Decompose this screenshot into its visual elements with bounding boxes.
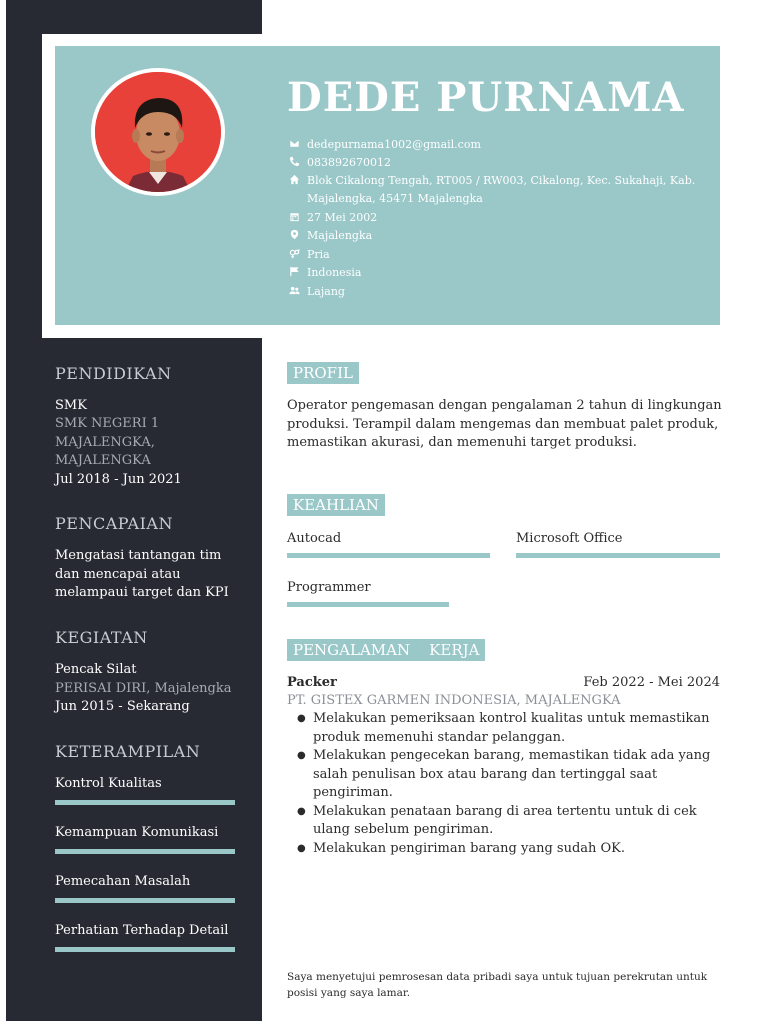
users-icon [286, 283, 302, 297]
contact-marital-status [286, 283, 717, 301]
education-period: Jul 2018 - Jun 2021 [55, 472, 182, 487]
contact-nationality [286, 264, 717, 282]
skill-bar [55, 849, 235, 854]
profile-text: Operator pengemasan dengan pengalaman 2 tahun di lingkungan produksi. Terampil dalam mengemas dan membuat palet produk, memastikan akurasi, dan memenuhi target produksi. [287, 398, 722, 450]
skill-bar [55, 800, 235, 805]
expertise-bar [287, 602, 449, 607]
email-text: dedepurnama1002@gmail.com [307, 138, 481, 151]
contact-phone [286, 154, 717, 172]
address-text: Blok Cikalong Tengah, RT005 / RW003, Cikalong, Kec. Sukahaji, Kab. Majalengka, 45471 Majalengka [307, 174, 696, 205]
job-task-item: ● Melakukan pemeriksaan kontrol kualitas untuk memastikan produk memenuhi standar pelanggan. [297, 710, 727, 747]
skill-bar [55, 898, 235, 903]
profile-photo-image [95, 72, 221, 192]
home-icon [286, 172, 302, 186]
job-company: PT. GISTEX GARMEN INDONESIA, MAJALENGKA [287, 693, 621, 708]
marital-status-text: Lajang [307, 285, 345, 298]
job-task-item: ● Melakukan pengecekan barang, memastikan tidak ada yang salah penulisan box atau barang dan tertinggal saat pengiriman. [297, 747, 727, 803]
skills-heading: KETERAMPILAN [55, 742, 201, 761]
profile-photo [91, 68, 225, 196]
phone-text: 083892670012 [307, 156, 391, 169]
activity-period: Jun 2015 - Sekarang [55, 699, 190, 714]
job-task-list [297, 710, 727, 858]
birthdate-text: 27 Mei 2002 [307, 211, 378, 224]
phone-icon [286, 154, 302, 168]
expertise-bar [287, 553, 490, 558]
contact-birthdate [286, 209, 717, 227]
location-pin-icon [286, 227, 302, 241]
skill-item: Kontrol Kualitas [55, 776, 162, 791]
activity-organization: PERISAI DIRI, Majalengka [55, 681, 232, 696]
expertise-heading: KEAHLIAN [287, 494, 385, 516]
skill-item: Kemampuan Komunikasi [55, 825, 219, 840]
job-task-item: ● Melakukan penataan barang di area tertentu untuk di cek ulang sebelum pengiriman. [297, 803, 727, 840]
envelope-icon [286, 136, 302, 150]
education-heading: PENDIDIKAN [55, 364, 172, 383]
expertise-item: Autocad [287, 531, 342, 546]
job-title: Packer [287, 675, 337, 690]
activity-name: Pencak Silat [55, 662, 137, 677]
profile-heading: PROFIL [287, 362, 359, 384]
achievements-text: Mengatasi tantangan tim dan mencapai atau melampaui target dan KPI [55, 548, 229, 600]
contact-gender [286, 246, 717, 264]
skill-item: Perhatian Terhadap Detail [55, 923, 229, 938]
calendar-icon [286, 209, 302, 223]
activities-heading: KEGIATAN [55, 628, 148, 647]
candidate-name: DEDE PURNAMA [287, 74, 685, 121]
education-school: SMK NEGERI 1 MAJALENGKA, MAJALENGKA [55, 416, 160, 468]
experience-heading: PENGALAMAN KERJA [287, 639, 485, 661]
gender-icon [286, 246, 302, 260]
contact-email [286, 136, 717, 154]
job-period: Feb 2022 - Mei 2024 [583, 675, 720, 690]
skill-item: Pemecahan Masalah [55, 874, 191, 889]
expertise-bar [516, 553, 720, 558]
expertise-item: Microsoft Office [516, 531, 623, 546]
nationality-text: Indonesia [307, 266, 362, 279]
skill-bar [55, 947, 235, 952]
contact-city [286, 227, 717, 245]
person-portrait-icon [95, 72, 221, 192]
contact-address [286, 172, 717, 208]
gender-text: Pria [307, 248, 330, 261]
expertise-item: Programmer [287, 580, 371, 595]
job-task-item: ● Melakukan pengiriman barang yang sudah OK. [297, 840, 727, 859]
flag-icon [286, 264, 302, 278]
consent-footer: Saya menyetujui pemrosesan data pribadi saya untuk tujuan perekrutan untuk posisi yang saya lamar. [287, 971, 708, 999]
city-text: Majalengka [307, 229, 373, 242]
education-level: SMK [55, 398, 87, 413]
achievements-heading: PENCAPAIAN [55, 514, 173, 533]
